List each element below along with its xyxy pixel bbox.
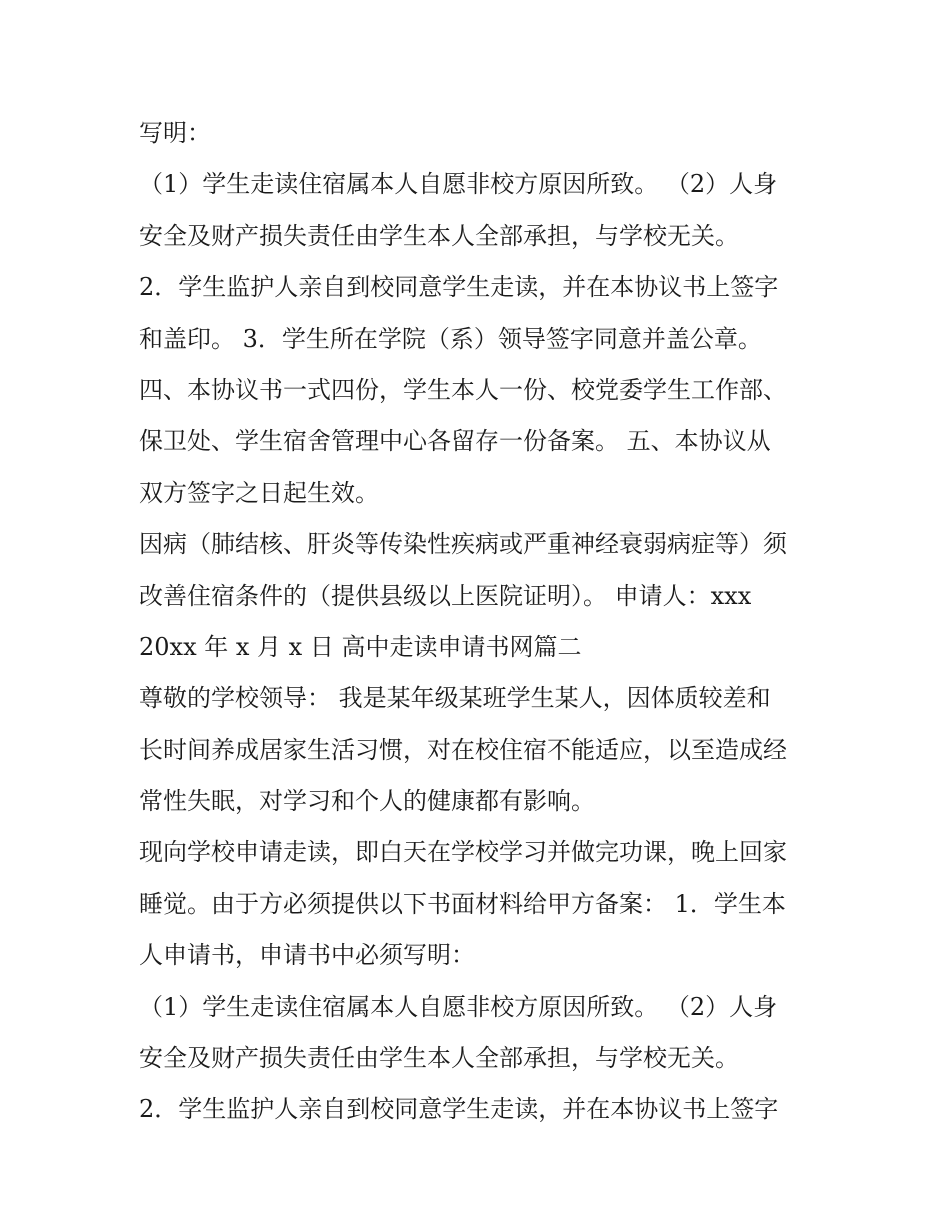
text-line: 因病（肺结核、肝炎等传染性疾病或严重神经衰弱病症等）须 xyxy=(139,530,787,559)
text-line: 2．学生监护人亲自到校同意学生走读，并在本协议书上签字 xyxy=(139,273,779,302)
text-line: 写明： xyxy=(139,119,211,147)
text-line: 2．学生监护人亲自到校同意学生走读，并在本协议书上签字 xyxy=(139,1095,779,1124)
text-line: （1）学生走读住宿属本人自愿非校方原因所致。 （2）人身 xyxy=(139,992,778,1021)
text-line: 双方签字之日起生效。 xyxy=(139,478,379,507)
text-line: 尊敬的学校领导： 我是某年级某班学生某人，因体质较差和 xyxy=(139,684,771,713)
text-line: 长时间养成居家生活习惯，对在校住宿不能适应，以至造成经 xyxy=(139,735,787,764)
text-line: 安全及财产损失责任由学生本人全部承担，与学校无关。 xyxy=(139,1044,739,1073)
text-line: 安全及财产损失责任由学生本人全部承担，与学校无关。 xyxy=(139,221,739,250)
text-line: 和盖印。 3．学生所在学院（系）领导签字同意并盖公章。 xyxy=(139,324,762,353)
text-line: 改善住宿条件的（提供县级以上医院证明）。 申请人：xxx xyxy=(139,581,752,610)
text-line: 常性失眠，对学习和个人的健康都有影响。 xyxy=(139,787,595,816)
text-line: 四、本协议书一式四份，学生本人一份、校党委学生工作部、 xyxy=(139,375,787,404)
text-line: 现向学校申请走读，即白天在学校学习并做完功课，晚上回家 xyxy=(139,838,787,867)
text-line: 保卫处、学生宿舍管理中心各留存一份备案。 五、本协议从 xyxy=(139,427,771,456)
text-line: 人申请书，申请书中必须写明： xyxy=(139,941,475,970)
text-line: （1）学生走读住宿属本人自愿非校方原因所致。 （2）人身 xyxy=(139,170,778,199)
document-body xyxy=(139,108,829,1136)
text-line: 20xx 年 x 月 x 日 高中走读申请书网篇二 xyxy=(139,632,582,661)
text-line: 睡觉。由于方必须提供以下书面材料给甲方备案： 1．学生本 xyxy=(139,889,786,918)
